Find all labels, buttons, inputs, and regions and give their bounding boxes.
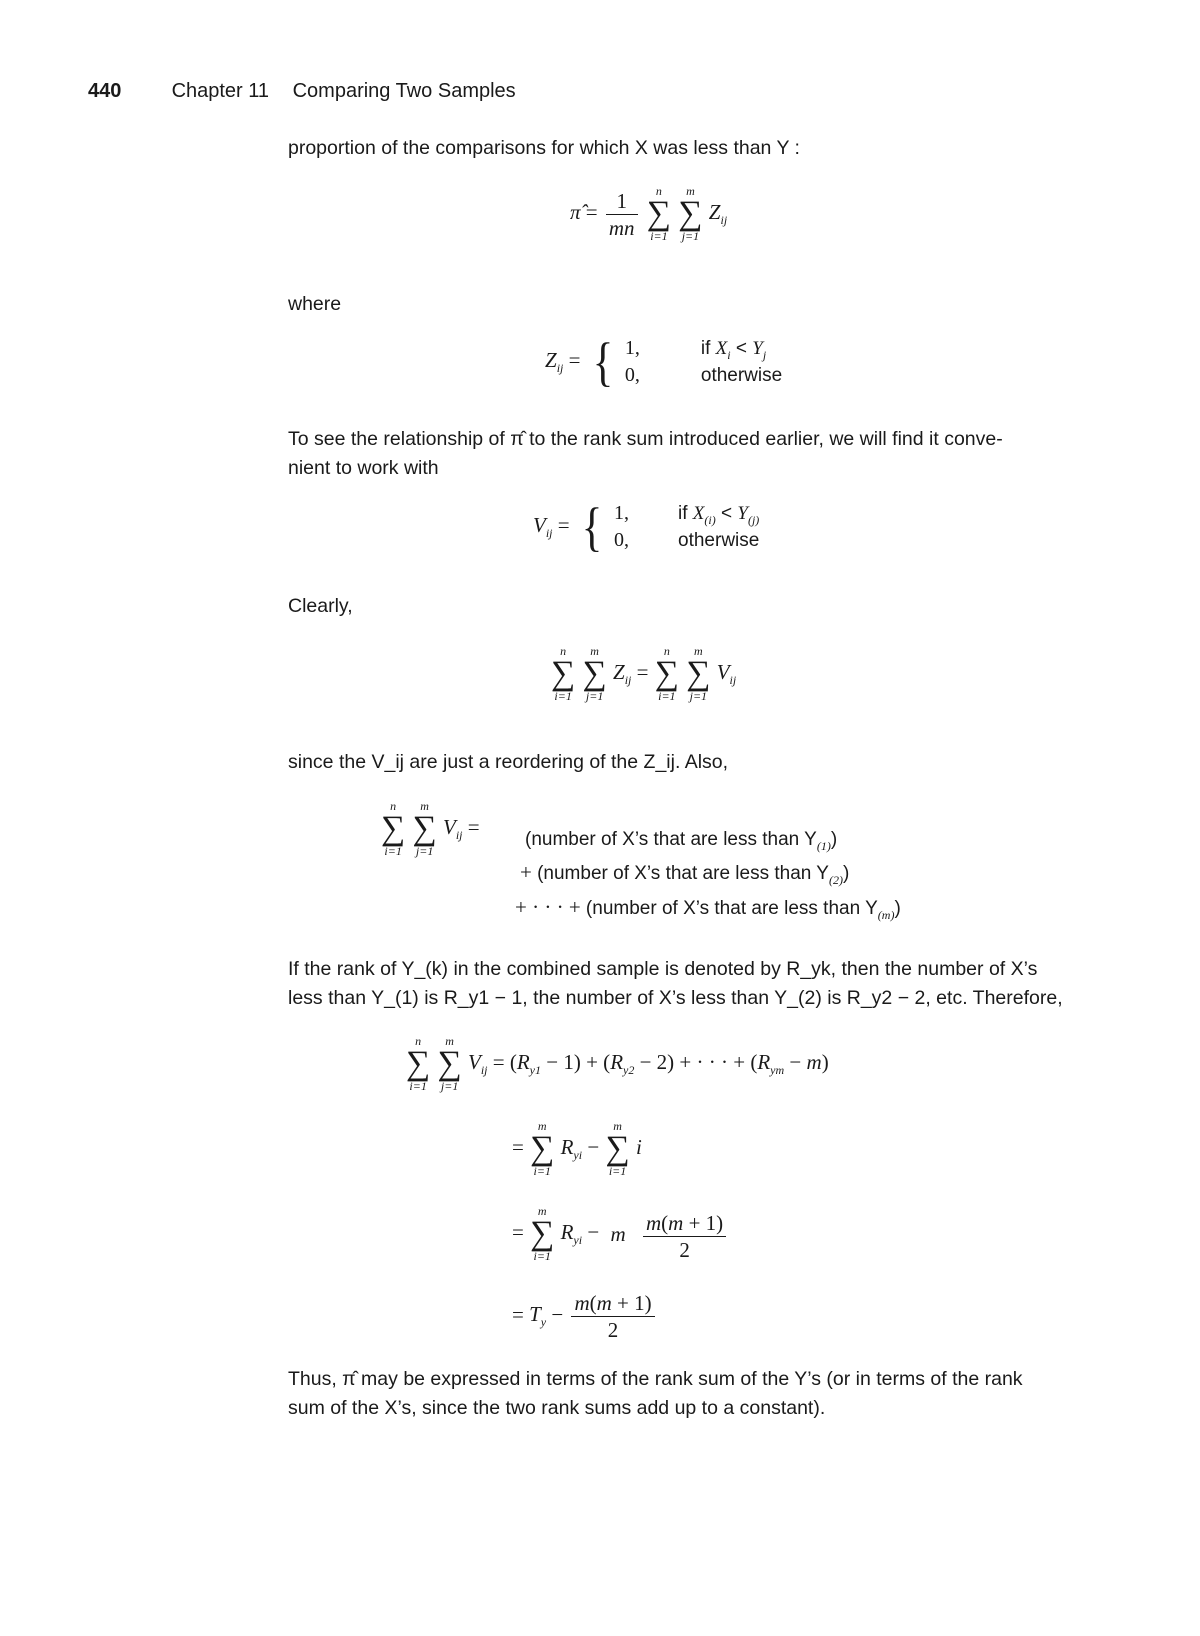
chapter-title: Comparing Two Samples [292, 80, 516, 102]
equation-z-definition: $Z_{ij}$ = { 1, if $X_i < Y_j$ 0, otherwise [545, 332, 783, 392]
paragraph-text: proportion of the comparisons for which X was less than Y : [288, 137, 800, 159]
derivation-line-1: n ∑ i=1 m ∑ j=1 $V_{ij} = (R_{y1} - 1) + (R_{y2} - 2)$ + · · · + $(R_{ym} - m)$ [406, 1034, 829, 1093]
chapter-label: Chapter 11 [171, 80, 270, 102]
derivation-line-3-fraction: $\frac{m(m + 1)}{2}$ [640, 1210, 729, 1263]
paragraph-proportion [288, 134, 800, 163]
paragraph-line: sum of the X’s, since the two rank sums add up to a constant). [288, 1397, 826, 1419]
equation-sum-equality: n ∑ i=1 m ∑ j=1 $Z_{ij}$ = n ∑ i=1 m ∑ j=1 $V_{ij}$ [551, 644, 737, 703]
running-head [88, 80, 516, 103]
derivation-line-3: = m ∑ i=1 $R_{yi}$ − m [512, 1204, 626, 1263]
count-line-3: + · · · + (number of X’s that are less than $Y_{(m)}$) [515, 895, 901, 923]
paragraph-line: nient to work with [288, 457, 439, 479]
paragraph-rank-definition [288, 955, 1063, 1013]
paragraph-clearly [288, 592, 353, 621]
paragraph-reordering [288, 748, 728, 777]
paragraph-line: If the rank of Y_(k) in the combined sample is denoted by R_yk, then the number of X’s [288, 958, 1038, 980]
derivation-line-2: = m ∑ i=1 $R_{yi}$ − m ∑ i=1 i [512, 1119, 642, 1178]
paragraph-text: where [288, 293, 342, 315]
count-line-2: + (number of X’s that are less than $Y_{(2)}$) [520, 860, 850, 888]
paragraph-text: since the V_ij are just a reordering of the Z_ij. Also, [288, 751, 729, 773]
paragraph-where [288, 290, 341, 319]
paragraph-relationship [288, 425, 1003, 483]
equation-count-expansion-lhs: n ∑ i=1 m ∑ j=1 $V_{ij}$ = [381, 799, 480, 858]
paragraph-conclusion [288, 1365, 1023, 1423]
paragraph-text: Clearly, [288, 595, 353, 617]
paragraph-line: Thus, π̂ may be expressed in terms of the rank sum of the Y’s (or in terms of the rank [288, 1368, 1023, 1390]
page-number: 440 [88, 80, 122, 102]
derivation-line-4: = $T_y$ − $\frac{m(m + 1)}{2}$ [512, 1290, 658, 1343]
equation-v-definition: $V_{ij}$ = { 1, if $X_{(i)} < Y_{(j)}$ 0, otherwise [533, 497, 760, 557]
paragraph-line: less than Y_(1) is R_y1 − 1, the number of X’s less than Y_(2) is R_y2 − 2, etc. Therefore, [288, 987, 1063, 1009]
paragraph-line: To see the relationship of π̂ to the rank sum introduced earlier, we will find it conve- [288, 428, 1003, 450]
equation-pi-hat: π̂ = $\frac{1}{mn}$ n ∑ i=1 m ∑ j=1 $Z_{ij}$ [570, 184, 728, 243]
count-line-1: (number of X’s that are less than $Y_{(1)}$) [525, 829, 838, 854]
